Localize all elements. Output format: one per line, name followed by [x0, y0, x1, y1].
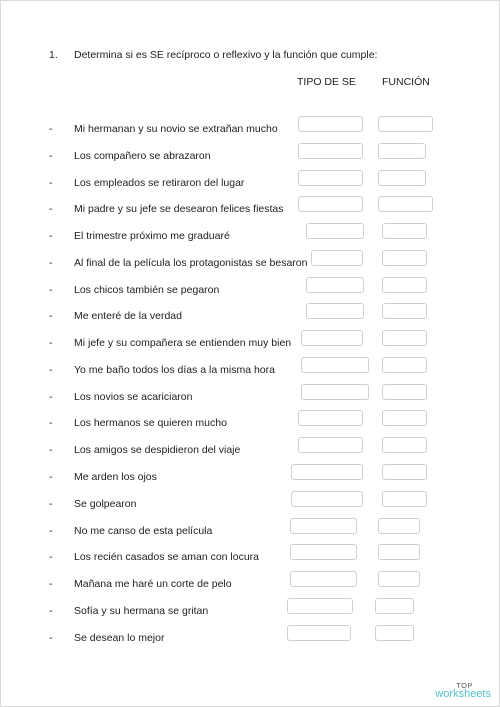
funcion-input[interactable]: [375, 625, 414, 641]
funcion-input[interactable]: [382, 330, 427, 346]
tipo-de-se-input[interactable]: [311, 250, 363, 266]
funcion-input[interactable]: [382, 250, 427, 266]
tipo-de-se-input[interactable]: [301, 330, 363, 346]
exercise-row: [1, 601, 500, 621]
funcion-input[interactable]: [382, 223, 427, 239]
sentence-text: Los recién casados se aman con locura: [74, 551, 260, 563]
bullet-dash: -: [49, 632, 53, 644]
sentence-text: Me arden los ojos: [74, 471, 157, 483]
exercise-row: [1, 628, 500, 648]
exercise-row: [1, 280, 500, 300]
exercise-row: [1, 440, 500, 460]
question-number: 1.: [49, 49, 58, 61]
tipo-de-se-input[interactable]: [306, 223, 364, 239]
sentence-text: Al final de la película los protagonistas se besaron: [74, 257, 308, 269]
bullet-dash: -: [49, 123, 53, 135]
column-header-tipo: TIPO DE SE: [297, 76, 356, 88]
logo-top-text: TOP: [456, 680, 473, 690]
tipo-de-se-input[interactable]: [298, 116, 363, 132]
funcion-input[interactable]: [378, 518, 420, 534]
funcion-input[interactable]: [382, 464, 427, 480]
bullet-dash: -: [49, 444, 53, 456]
sentence-text: Mi jefe y su compañera se entienden muy bien: [74, 337, 292, 349]
bullet-dash: -: [49, 177, 53, 189]
exercise-row: [1, 199, 500, 219]
sentence-text: Los empleados se retiraron del lugar: [74, 177, 245, 189]
exercise-row: [1, 119, 500, 139]
sentence-text: Mi hermanan y su novio se extrañan mucho: [74, 123, 278, 135]
bullet-dash: -: [49, 471, 53, 483]
bullet-dash: -: [49, 284, 53, 296]
funcion-input[interactable]: [382, 357, 427, 373]
funcion-input[interactable]: [378, 571, 420, 587]
tipo-de-se-input[interactable]: [290, 518, 357, 534]
tipo-de-se-input[interactable]: [291, 464, 363, 480]
exercise-row: [1, 306, 500, 326]
exercise-row: [1, 253, 500, 273]
exercise-row: [1, 146, 500, 166]
bullet-dash: -: [49, 203, 53, 215]
bullet-dash: -: [49, 498, 53, 510]
exercise-row: [1, 467, 500, 487]
funcion-input[interactable]: [378, 196, 433, 212]
funcion-input[interactable]: [382, 303, 427, 319]
sentence-text: Mañana me haré un corte de pelo: [74, 578, 232, 590]
bullet-dash: -: [49, 525, 53, 537]
tipo-de-se-input[interactable]: [291, 491, 363, 507]
tipo-de-se-input[interactable]: [290, 544, 357, 560]
sentence-text: Se golpearon: [74, 498, 137, 510]
bullet-dash: -: [49, 364, 53, 376]
exercise-row: [1, 494, 500, 514]
tipo-de-se-input[interactable]: [298, 196, 363, 212]
sentence-text: Los amigos se despidieron del viaje: [74, 444, 241, 456]
bullet-dash: -: [49, 578, 53, 590]
exercise-row: [1, 413, 500, 433]
column-header-funcion: FUNCIÓN: [382, 76, 430, 88]
bullet-dash: -: [49, 391, 53, 403]
funcion-input[interactable]: [382, 410, 427, 426]
funcion-input[interactable]: [382, 437, 427, 453]
tipo-de-se-input[interactable]: [298, 437, 363, 453]
exercise-row: [1, 547, 500, 567]
tipo-de-se-input[interactable]: [287, 598, 353, 614]
sentence-text: No me canso de esta película: [74, 525, 213, 537]
funcion-input[interactable]: [375, 598, 414, 614]
exercise-row: [1, 360, 500, 380]
sentence-text: Sofía y su hermana se gritan: [74, 605, 209, 617]
bullet-dash: -: [49, 310, 53, 322]
bullet-dash: -: [49, 337, 53, 349]
funcion-input[interactable]: [378, 544, 420, 560]
bullet-dash: -: [49, 150, 53, 162]
tipo-de-se-input[interactable]: [298, 170, 363, 186]
exercise-row: [1, 574, 500, 594]
funcion-input[interactable]: [382, 384, 427, 400]
tipo-de-se-input[interactable]: [306, 303, 364, 319]
sentence-text: Yo me baño todos los días a la misma hora: [74, 364, 275, 376]
exercise-row: [1, 226, 500, 246]
logo-main-text: worksheets: [435, 688, 491, 700]
sentence-text: Los novios se acariciaron: [74, 391, 193, 403]
tipo-de-se-input[interactable]: [301, 357, 369, 373]
exercise-row: [1, 173, 500, 193]
sentence-text: Los chicos también se pegaron: [74, 284, 220, 296]
funcion-input[interactable]: [378, 143, 426, 159]
sentence-text: Los compañero se abrazaron: [74, 150, 211, 162]
tipo-de-se-input[interactable]: [301, 384, 369, 400]
tipo-de-se-input[interactable]: [298, 143, 363, 159]
exercise-row: [1, 387, 500, 407]
funcion-input[interactable]: [378, 116, 433, 132]
sentence-text: Los hermanos se quieren mucho: [74, 417, 227, 429]
exercise-row: [1, 333, 500, 353]
exercise-row: [1, 521, 500, 541]
sentence-text: Mi padre y su jefe se desearon felices fiestas: [74, 203, 284, 215]
bullet-dash: -: [49, 605, 53, 617]
sentence-text: El trimestre próximo me graduaré: [74, 230, 230, 242]
funcion-input[interactable]: [382, 491, 427, 507]
bullet-dash: -: [49, 230, 53, 242]
tipo-de-se-input[interactable]: [287, 625, 351, 641]
bullet-dash: -: [49, 257, 53, 269]
funcion-input[interactable]: [382, 277, 427, 293]
sentence-text: Me enteré de la verdad: [74, 310, 182, 322]
sentence-text: Se desean lo mejor: [74, 632, 165, 644]
topworksheets-logo: [435, 682, 491, 701]
question-text: Determina si es SE recíproco o reflexivo y la función que cumple:: [74, 49, 378, 61]
funcion-input[interactable]: [378, 170, 426, 186]
tipo-de-se-input[interactable]: [306, 277, 364, 293]
tipo-de-se-input[interactable]: [290, 571, 357, 587]
bullet-dash: -: [49, 417, 53, 429]
bullet-dash: -: [49, 551, 53, 563]
tipo-de-se-input[interactable]: [298, 410, 363, 426]
